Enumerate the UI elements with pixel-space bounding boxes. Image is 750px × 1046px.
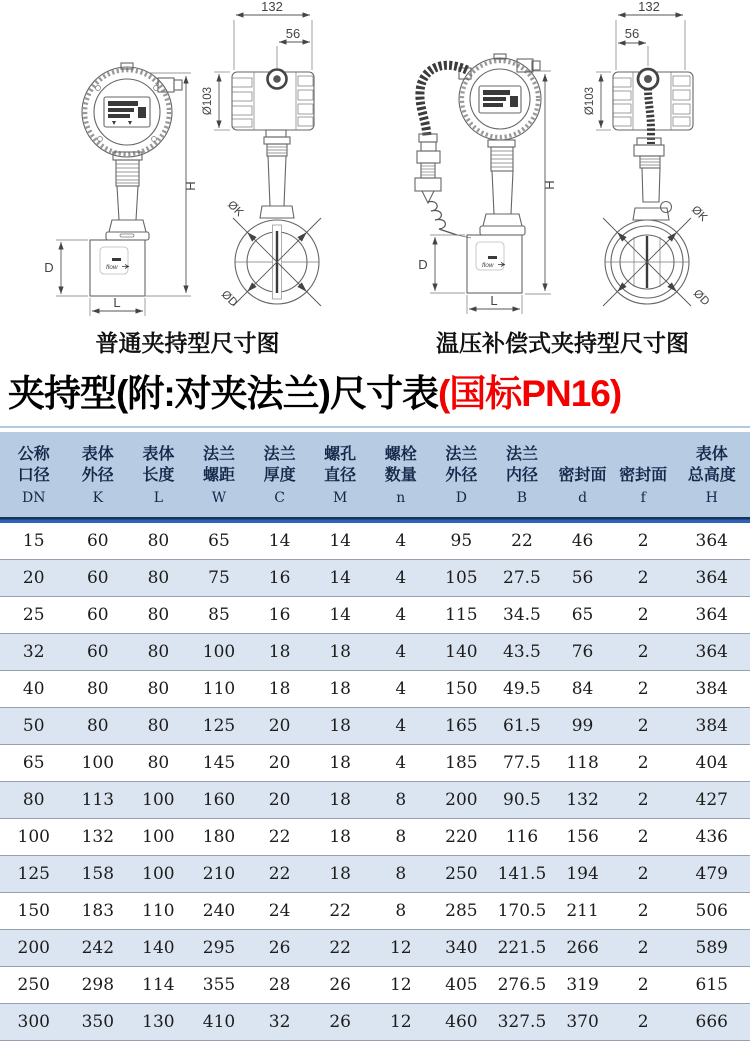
table-cell: 100 xyxy=(128,782,189,819)
table-cell: 22 xyxy=(249,819,310,856)
table-cell: 130 xyxy=(128,1004,189,1041)
table-cell: 404 xyxy=(674,745,750,782)
column-header-n: 螺栓 数量 n xyxy=(370,432,431,517)
table-cell: 77.5 xyxy=(492,745,553,782)
table-row-dn-100 xyxy=(0,819,750,856)
table-cell: 114 xyxy=(128,967,189,1004)
dim-132-label: 132 xyxy=(638,0,660,14)
table-cell: 99 xyxy=(552,708,613,745)
dim-H-label: H xyxy=(542,180,557,190)
table-cell: 20 xyxy=(249,708,310,745)
table-cell: 145 xyxy=(189,745,250,782)
dim-56-label: 56 xyxy=(624,26,640,41)
table-cell: 80 xyxy=(128,634,189,671)
table-cell: 589 xyxy=(674,930,750,967)
table-cell: 60 xyxy=(68,634,129,671)
table-cell: 22 xyxy=(310,893,371,930)
dim-diaK-label: ØK xyxy=(225,198,246,219)
table-cell: 410 xyxy=(189,1004,250,1041)
table-cell: 84 xyxy=(552,671,613,708)
table-cell: 15 xyxy=(0,523,68,560)
table-cell: 2 xyxy=(613,560,674,597)
table-cell: 80 xyxy=(68,708,129,745)
table-cell: 150 xyxy=(431,671,492,708)
table-cell: 180 xyxy=(189,819,250,856)
table-cell: 65 xyxy=(552,597,613,634)
table-cell: 12 xyxy=(370,967,431,1004)
table-cell: 46 xyxy=(552,523,613,560)
table-cell: 125 xyxy=(0,856,68,893)
table-cell: 18 xyxy=(249,634,310,671)
table-cell: 165 xyxy=(431,708,492,745)
table-cell: 18 xyxy=(310,634,371,671)
table-cell: 319 xyxy=(552,967,613,1004)
table-cell: 364 xyxy=(674,597,750,634)
column-header-L: 表体 长度 L xyxy=(128,432,189,517)
table-cell: 110 xyxy=(128,893,189,930)
table-cell: 2 xyxy=(613,671,674,708)
table-cell: 2 xyxy=(613,819,674,856)
table-cell: 110 xyxy=(189,671,250,708)
table-cell: 56 xyxy=(552,560,613,597)
table-cell: 34.5 xyxy=(492,597,553,634)
table-cell: 4 xyxy=(370,634,431,671)
table-row-dn-25 xyxy=(0,597,750,634)
front-view xyxy=(44,63,198,316)
table-cell: 156 xyxy=(552,819,613,856)
figure-caption-compensated: 温压补偿式夹持型尺寸图 xyxy=(436,330,689,356)
table-cell: 8 xyxy=(370,893,431,930)
table-cell: 210 xyxy=(189,856,250,893)
table-cell: 298 xyxy=(68,967,129,1004)
table-cell: 18 xyxy=(310,856,371,893)
table-row-dn-15 xyxy=(0,523,750,560)
figure-compensated-clamp xyxy=(375,0,750,364)
table-cell: 60 xyxy=(68,523,129,560)
dim-132-label: 132 xyxy=(261,0,283,14)
table-cell: 2 xyxy=(613,893,674,930)
column-header-C: 法兰 厚度 C xyxy=(249,432,310,517)
column-header-H: 表体 总高度 H xyxy=(674,432,750,517)
table-cell: 340 xyxy=(431,930,492,967)
table-cell: 2 xyxy=(613,782,674,819)
dim-D-label: D xyxy=(418,257,428,272)
table-cell: 80 xyxy=(128,523,189,560)
table-cell: 285 xyxy=(431,893,492,930)
table-cell: 100 xyxy=(189,634,250,671)
table-cell: 295 xyxy=(189,930,250,967)
dim-diaD-label: ØD xyxy=(218,288,240,310)
table-cell: 49.5 xyxy=(492,671,553,708)
table-cell: 384 xyxy=(674,708,750,745)
figure-caption-ordinary: 普通夹持型尺寸图 xyxy=(95,330,280,356)
table-row-dn-300 xyxy=(0,1004,750,1041)
table-cell: 140 xyxy=(431,634,492,671)
table-cell: 2 xyxy=(613,930,674,967)
table-cell: 61.5 xyxy=(492,708,553,745)
table-cell: 355 xyxy=(189,967,250,1004)
table-cell: 25 xyxy=(0,597,68,634)
table-cell: 26 xyxy=(310,967,371,1004)
table-cell: 8 xyxy=(370,856,431,893)
table-cell: 125 xyxy=(189,708,250,745)
section-title-standard: (国标PN16) xyxy=(437,373,622,414)
table-body xyxy=(0,523,750,1041)
table-cell: 80 xyxy=(128,745,189,782)
table-cell: 28 xyxy=(249,967,310,1004)
table-cell: 2 xyxy=(613,597,674,634)
table-cell: 18 xyxy=(310,671,371,708)
table-cell: 60 xyxy=(68,597,129,634)
figure-ordinary-clamp xyxy=(0,0,375,364)
table-cell: 65 xyxy=(0,745,68,782)
table-cell: 14 xyxy=(310,560,371,597)
table-cell: 183 xyxy=(68,893,129,930)
table-cell: 80 xyxy=(128,708,189,745)
table-cell: 266 xyxy=(552,930,613,967)
dim-L-label: L xyxy=(490,293,498,308)
table-cell: 18 xyxy=(310,782,371,819)
table-row-dn-32 xyxy=(0,634,750,671)
section-title-main: 夹持型(附:对夹法兰)尺寸表 xyxy=(8,373,438,414)
table-cell: 506 xyxy=(674,893,750,930)
table-cell: 384 xyxy=(674,671,750,708)
table-cell: 460 xyxy=(431,1004,492,1041)
table-cell: 18 xyxy=(310,708,371,745)
table-cell: 436 xyxy=(674,819,750,856)
table-cell: 22 xyxy=(249,856,310,893)
table-cell: 60 xyxy=(68,560,129,597)
table-cell: 327.5 xyxy=(492,1004,553,1041)
table-row-dn-150 xyxy=(0,893,750,930)
table-cell: 220 xyxy=(431,819,492,856)
table-cell: 364 xyxy=(674,560,750,597)
table-cell: 90.5 xyxy=(492,782,553,819)
table-cell: 80 xyxy=(128,671,189,708)
table-row-dn-20 xyxy=(0,560,750,597)
table-cell: 8 xyxy=(370,782,431,819)
table-cell: 242 xyxy=(68,930,129,967)
table-cell: 16 xyxy=(249,560,310,597)
table-cell: 615 xyxy=(674,967,750,1004)
table-cell: 250 xyxy=(431,856,492,893)
side-view xyxy=(584,0,711,308)
table-row-dn-40 xyxy=(0,671,750,708)
table-cell: 250 xyxy=(0,967,68,1004)
table-cell: 200 xyxy=(0,930,68,967)
table-cell: 26 xyxy=(249,930,310,967)
table-cell: 116 xyxy=(492,819,553,856)
table-cell: 2 xyxy=(613,856,674,893)
column-header-M: 螺孔 直径 M xyxy=(310,432,371,517)
column-header-d: 密封面 d xyxy=(552,432,613,517)
column-header-W: 法兰 螺距 W xyxy=(189,432,250,517)
table-cell: 158 xyxy=(68,856,129,893)
table-cell: 4 xyxy=(370,708,431,745)
ordinary-clamp-diagram xyxy=(0,0,375,326)
column-header-DN: 公称 口径 DN xyxy=(0,432,68,517)
table-row-dn-250 xyxy=(0,967,750,1004)
table-cell: 14 xyxy=(310,523,371,560)
table-cell: 150 xyxy=(0,893,68,930)
table-cell: 20 xyxy=(0,560,68,597)
dim-diaK-label: ØK xyxy=(689,203,710,224)
table-cell: 105 xyxy=(431,560,492,597)
dim-dia103-label: Ø103 xyxy=(202,86,214,116)
section-title xyxy=(0,364,750,424)
table-cell: 100 xyxy=(68,745,129,782)
table-cell: 18 xyxy=(310,819,371,856)
table-cell: 95 xyxy=(431,523,492,560)
dim-56-label: 56 xyxy=(285,26,301,41)
table-cell: 113 xyxy=(68,782,129,819)
table-cell: 40 xyxy=(0,671,68,708)
table-cell: 20 xyxy=(249,745,310,782)
table-cell: 240 xyxy=(189,893,250,930)
table-row-dn-200 xyxy=(0,930,750,967)
table-cell: 12 xyxy=(370,1004,431,1041)
table-cell: 32 xyxy=(0,634,68,671)
table-cell: 22 xyxy=(310,930,371,967)
table-cell: 2 xyxy=(613,634,674,671)
table-row-dn-65 xyxy=(0,745,750,782)
table-cell: 141.5 xyxy=(492,856,553,893)
table-cell: 80 xyxy=(68,671,129,708)
table-cell: 80 xyxy=(0,782,68,819)
column-header-K: 表体 外径 K xyxy=(68,432,129,517)
header-row xyxy=(0,432,750,517)
table-cell: 4 xyxy=(370,597,431,634)
table-cell: 80 xyxy=(128,597,189,634)
table-cell: 76 xyxy=(552,634,613,671)
table-cell: 364 xyxy=(674,523,750,560)
table-cell: 14 xyxy=(310,597,371,634)
table-top-rule xyxy=(0,426,750,428)
table-cell: 479 xyxy=(674,856,750,893)
table-cell: 18 xyxy=(249,671,310,708)
table-cell: 185 xyxy=(431,745,492,782)
dim-L-label: L xyxy=(113,295,121,310)
table-cell: 20 xyxy=(249,782,310,819)
table-cell: 85 xyxy=(189,597,250,634)
table-cell: 4 xyxy=(370,523,431,560)
dimension-table xyxy=(0,432,750,1041)
flow-label: flow xyxy=(106,264,118,271)
table-cell: 4 xyxy=(370,745,431,782)
table-cell: 2 xyxy=(613,1004,674,1041)
dimension-diagrams xyxy=(0,0,750,364)
table-cell: 22 xyxy=(492,523,553,560)
dim-dia103-label: Ø103 xyxy=(584,86,596,116)
compensated-clamp-diagram xyxy=(375,0,750,326)
table-cell: 75 xyxy=(189,560,250,597)
table-cell: 100 xyxy=(0,819,68,856)
table-cell: 370 xyxy=(552,1004,613,1041)
table-head xyxy=(0,432,750,523)
table-cell: 2 xyxy=(613,745,674,782)
table-cell: 211 xyxy=(552,893,613,930)
table-cell: 160 xyxy=(189,782,250,819)
side-view xyxy=(202,0,321,309)
table-row-dn-125 xyxy=(0,856,750,893)
table-cell: 80 xyxy=(128,560,189,597)
table-cell: 65 xyxy=(189,523,250,560)
table-cell: 4 xyxy=(370,671,431,708)
table-cell: 50 xyxy=(0,708,68,745)
table-cell: 140 xyxy=(128,930,189,967)
dim-D-label: D xyxy=(44,260,54,275)
table-cell: 100 xyxy=(128,819,189,856)
table-cell: 132 xyxy=(68,819,129,856)
table-cell: 4 xyxy=(370,560,431,597)
table-cell: 115 xyxy=(431,597,492,634)
dim-H-label: H xyxy=(183,181,198,191)
column-header-D: 法兰 外径 D xyxy=(431,432,492,517)
table-cell: 18 xyxy=(310,745,371,782)
table-cell: 300 xyxy=(0,1004,68,1041)
column-header-B: 法兰 内径 B xyxy=(492,432,553,517)
table-cell: 350 xyxy=(68,1004,129,1041)
table-cell: 32 xyxy=(249,1004,310,1041)
table-cell: 12 xyxy=(370,930,431,967)
column-header-f: 密封面 f xyxy=(613,432,674,517)
table-row-dn-80 xyxy=(0,782,750,819)
table-cell: 16 xyxy=(249,597,310,634)
table-cell: 27.5 xyxy=(492,560,553,597)
table-cell: 8 xyxy=(370,819,431,856)
table-cell: 276.5 xyxy=(492,967,553,1004)
table-cell: 26 xyxy=(310,1004,371,1041)
table-cell: 666 xyxy=(674,1004,750,1041)
dim-diaD-label: ØD xyxy=(690,287,712,309)
table-cell: 427 xyxy=(674,782,750,819)
table-cell: 132 xyxy=(552,782,613,819)
table-cell: 2 xyxy=(613,967,674,1004)
table-cell: 14 xyxy=(249,523,310,560)
table-cell: 43.5 xyxy=(492,634,553,671)
table-cell: 364 xyxy=(674,634,750,671)
table-cell: 100 xyxy=(128,856,189,893)
table-cell: 405 xyxy=(431,967,492,1004)
table-cell: 200 xyxy=(431,782,492,819)
table-cell: 194 xyxy=(552,856,613,893)
table-cell: 170.5 xyxy=(492,893,553,930)
flow-label: flow xyxy=(482,262,494,269)
table-row-dn-50 xyxy=(0,708,750,745)
table-cell: 2 xyxy=(613,523,674,560)
table-cell: 118 xyxy=(552,745,613,782)
table-cell: 24 xyxy=(249,893,310,930)
table-cell: 2 xyxy=(613,708,674,745)
front-view xyxy=(415,54,557,314)
table-cell: 221.5 xyxy=(492,930,553,967)
